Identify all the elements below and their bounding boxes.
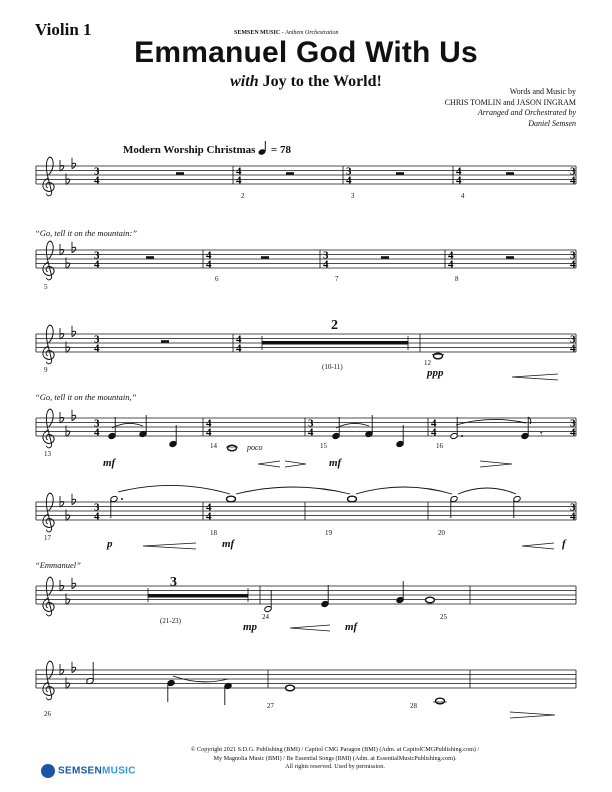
- time-sig-top: 3: [570, 249, 576, 262]
- lyric-cue-3: “Emmanuel”: [35, 560, 81, 570]
- time-sig-bottom: 4: [236, 174, 242, 187]
- time-sig-top: 3: [570, 165, 576, 178]
- whole-note: [228, 445, 237, 451]
- measure-number: 25: [440, 613, 447, 621]
- dynamic-marking: mp: [243, 621, 258, 633]
- time-sig-top: 4: [236, 165, 242, 178]
- treble-clef-icon: [43, 577, 54, 616]
- time-sig-top: 3: [570, 501, 576, 514]
- time-sig-bottom: 4: [206, 510, 212, 523]
- whole-rest: [261, 256, 269, 259]
- publisher-series: Anthem Orchestration: [285, 30, 339, 36]
- logo-semsen: SEMSEN: [58, 765, 103, 777]
- time-sig-bottom: 4: [431, 426, 437, 439]
- dot: [461, 435, 463, 437]
- flat-icon: [60, 160, 64, 171]
- credits-arranger: Daniel Semsen: [528, 118, 576, 128]
- measure-number: 4: [461, 192, 465, 200]
- time-sig-top: 4: [456, 165, 462, 178]
- whole-note: [434, 353, 443, 359]
- whole-rest: [506, 172, 514, 175]
- time-sig-top: 3: [94, 249, 100, 262]
- whole-note: [227, 496, 236, 502]
- decrescendo-hairpin: [480, 461, 512, 467]
- time-sig-top: 4: [448, 249, 454, 262]
- staff-systems: [36, 157, 576, 718]
- time-sig-bottom: 4: [308, 426, 314, 439]
- lyric-cue-1: “Go, tell it on the mountain:”: [35, 228, 137, 238]
- part-name: Violin 1: [35, 20, 92, 39]
- time-sig-top: 4: [206, 249, 212, 262]
- dynamic-marking: p: [107, 538, 113, 550]
- decrescendo-hairpin: [510, 712, 555, 718]
- dynamic-marking: mf: [345, 621, 358, 633]
- time-sig-top: 4: [206, 501, 212, 514]
- slur: [458, 488, 516, 494]
- credits-arranged: Arranged and Orchestrated by: [477, 108, 576, 117]
- whole-rest: [161, 340, 169, 343]
- time-sig-bottom: 4: [206, 426, 212, 439]
- measure-number: 8: [455, 275, 459, 283]
- flat-icon: [60, 496, 64, 507]
- measure-number: 17: [44, 534, 51, 542]
- measure-number: (10-11): [322, 363, 343, 371]
- measure-number: 20: [438, 529, 445, 537]
- dynamic-marking: f: [562, 538, 566, 550]
- measure-number: 24: [262, 613, 269, 621]
- multi-rest-bar: [262, 341, 408, 345]
- time-sig-top: 4: [431, 417, 437, 430]
- dot: [121, 498, 123, 500]
- time-sig-bottom: 4: [236, 342, 242, 355]
- time-sig-top: 3: [308, 417, 314, 430]
- flat-icon: [60, 664, 64, 675]
- time-sig-bottom: 4: [94, 258, 100, 271]
- crescendo-hairpin: [290, 625, 330, 631]
- dynamic-marking: mf: [329, 457, 342, 469]
- treble-clef-icon: [43, 241, 54, 280]
- time-sig-top: 3: [94, 501, 100, 514]
- whole-rest: [286, 172, 294, 175]
- time-sig-top: 3: [570, 417, 576, 430]
- time-sig-bottom: 4: [456, 174, 462, 187]
- flat-icon: [60, 412, 64, 423]
- crescendo-hairpin: [522, 543, 554, 549]
- crescendo-hairpin: [143, 543, 196, 549]
- measure-number: 6: [215, 275, 219, 283]
- publisher-line: SEMSEN MUSIC - Anthem Orchestration: [234, 30, 339, 36]
- copyright-line-1: © Copyright 2021 S.D.G. Publishing (BMI) / Capitol CMG Paragon (BMI) (Adm. at CapitolCMGPublishing.com) /: [190, 746, 480, 753]
- flat-icon: [72, 494, 76, 505]
- slur: [118, 485, 230, 494]
- time-sig-bottom: 4: [448, 258, 454, 271]
- measure-number: 9: [44, 366, 48, 374]
- flat-icon: [60, 244, 64, 255]
- credits-words-music: Words and Music by: [509, 87, 576, 96]
- treble-clef-icon: [43, 493, 54, 532]
- time-sig-bottom: 4: [94, 342, 100, 355]
- decrescendo-hairpin: [285, 461, 306, 467]
- copyright: [100, 746, 570, 772]
- crescendo-hairpin: [512, 374, 558, 380]
- measure-number: 12: [424, 359, 431, 367]
- measure-number: 26: [44, 710, 51, 718]
- time-sig-top: 3: [323, 249, 329, 262]
- time-sig-bottom: 4: [346, 174, 352, 187]
- time-sig-top: 3: [94, 417, 100, 430]
- treble-clef-icon: [43, 325, 54, 364]
- crescendo-hairpin: [258, 461, 280, 467]
- time-sig-top: 4: [236, 333, 242, 346]
- measure-number: 2: [241, 192, 245, 200]
- time-sig-top: 3: [94, 333, 100, 346]
- whole-note: [426, 597, 435, 603]
- flat-icon: [72, 662, 76, 673]
- measure-number: 14: [210, 442, 217, 450]
- dynamic-marking: poco: [247, 443, 263, 452]
- slur: [236, 487, 350, 494]
- time-sig-top: 4: [206, 417, 212, 430]
- song-title: Emmanuel God With Us: [134, 36, 478, 69]
- multi-rest-count: 2: [331, 318, 338, 333]
- measure-number: 3: [351, 192, 355, 200]
- treble-clef-icon: [43, 409, 54, 448]
- flat-icon: [72, 326, 76, 337]
- whole-rest: [396, 172, 404, 175]
- dynamic-marking: ppp: [427, 367, 444, 379]
- eighth-rest: 𝄾: [540, 429, 543, 440]
- measure-number: 15: [320, 442, 327, 450]
- tempo-text: Modern Worship Christmas: [123, 144, 256, 156]
- subtitle-with: with: [230, 73, 259, 90]
- measure-number: 16: [436, 442, 443, 450]
- time-sig-top: 3: [570, 333, 576, 346]
- logo-music: MUSIC: [102, 765, 136, 777]
- time-sig-bottom: 4: [323, 258, 329, 271]
- slur: [356, 487, 452, 494]
- time-sig-top: 3: [94, 165, 100, 178]
- flat-icon: [60, 580, 64, 591]
- measure-number: 13: [44, 450, 51, 458]
- publisher-name: SEMSEN MUSIC: [234, 30, 281, 36]
- treble-clef-icon: [43, 157, 54, 196]
- time-sig-bottom: 4: [94, 510, 100, 523]
- lyric-cue-2: “Go, tell it on the mountain,”: [35, 392, 137, 402]
- credits-writers: CHRIS TOMLIN and JASON INGRAM: [444, 97, 576, 107]
- measure-number: 5: [44, 283, 48, 291]
- logo-icon: [41, 764, 55, 778]
- dynamic-marking: mf: [103, 457, 116, 469]
- measure-number: (21-23): [160, 617, 181, 625]
- multi-rest-count: 3: [170, 575, 177, 590]
- time-sig-bottom: 4: [570, 258, 576, 271]
- time-sig-bottom: 4: [94, 426, 100, 439]
- measure-number: 18: [210, 529, 217, 537]
- time-sig-bottom: 4: [570, 342, 576, 355]
- semsen-music-logo: [41, 764, 136, 778]
- time-sig-bottom: 4: [570, 426, 576, 439]
- flat-icon: [72, 242, 76, 253]
- treble-clef-icon: [43, 661, 54, 700]
- whole-note: [286, 685, 295, 691]
- time-sig-bottom: 4: [570, 174, 576, 187]
- flat-icon: [72, 410, 76, 421]
- whole-rest: [381, 256, 389, 259]
- dynamic-marking: mf: [222, 538, 235, 550]
- copyright-line-2: My Magnolia Music (BMI) / Be Essential Songs (BMI) (Adm. at EssentialMusicPublishing.com).: [213, 754, 457, 762]
- measure-number: 7: [335, 275, 339, 283]
- flat-icon: [60, 328, 64, 339]
- copyright-line-3: All rights reserved. Used by permission.: [285, 763, 385, 770]
- subtitle-medley: Joy to the World!: [262, 73, 382, 90]
- measure-number: 19: [325, 529, 332, 537]
- whole-rest: [506, 256, 514, 259]
- flat-icon: [72, 158, 76, 169]
- measure-number: 28: [410, 702, 417, 710]
- whole-note: [348, 496, 357, 502]
- multi-rest-bar: [148, 594, 248, 598]
- tempo-bpm: = 78: [270, 144, 291, 156]
- whole-rest: [176, 172, 184, 175]
- time-sig-bottom: 4: [94, 174, 100, 187]
- time-sig-bottom: 4: [570, 510, 576, 523]
- measure-number: 27: [267, 702, 274, 710]
- time-sig-bottom: 4: [206, 258, 212, 271]
- whole-rest: [146, 256, 154, 259]
- whole-note: [436, 698, 445, 704]
- flat-icon: [72, 578, 76, 589]
- time-sig-top: 3: [346, 165, 352, 178]
